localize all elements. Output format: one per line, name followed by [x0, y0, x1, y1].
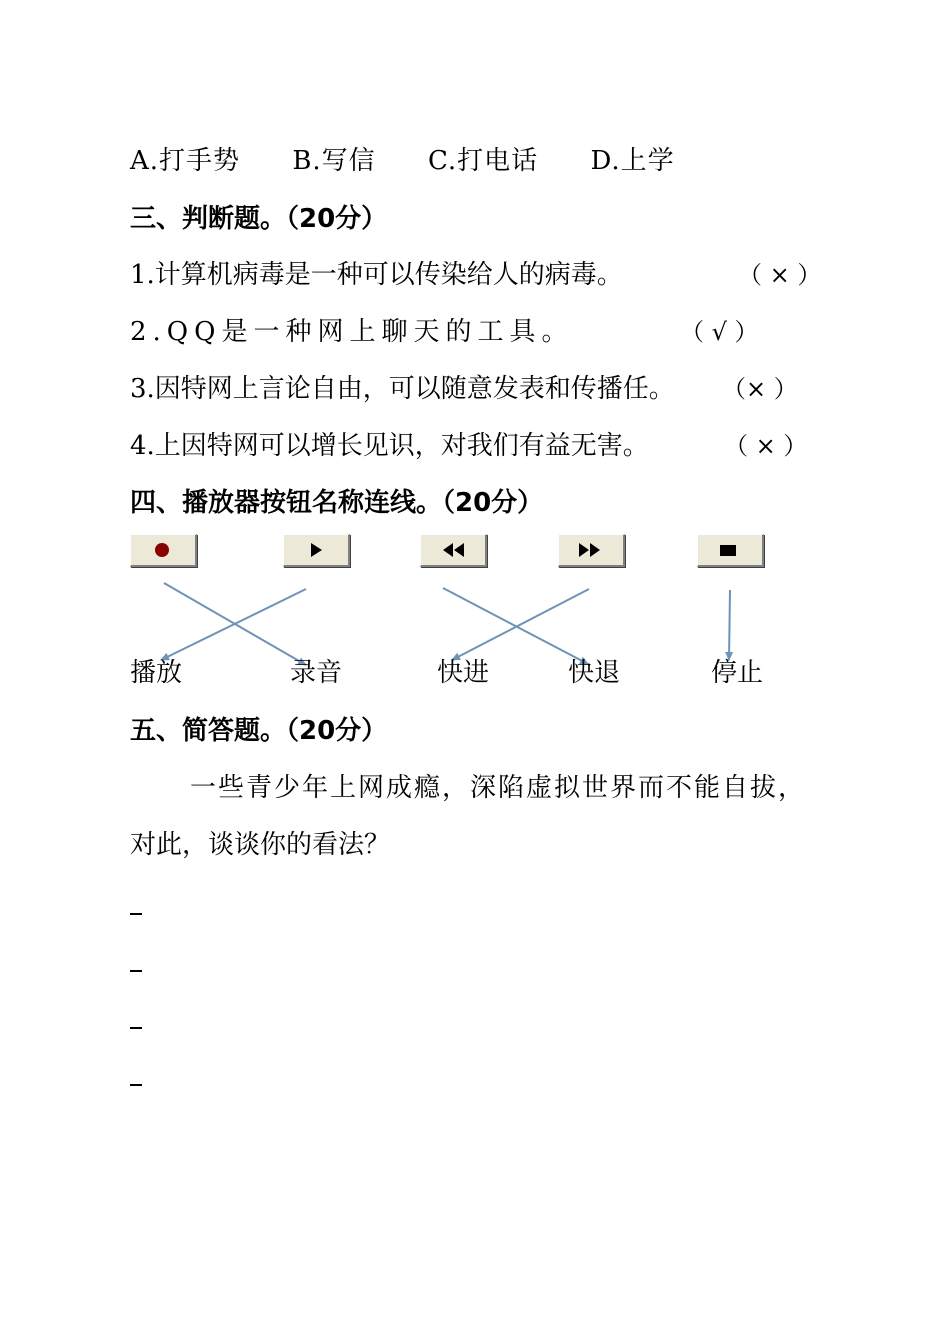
judge-item-3-text: 3.因特网上言论自由，可以随意发表和传播任。 [130, 374, 675, 404]
judge-item-4-text: 4.上因特网可以增长见识，对我们有益无害。 [130, 431, 649, 461]
question-line-2: 对此，谈谈你的看法？ [130, 830, 391, 860]
label-fast-forward: 快进 [437, 658, 490, 688]
answer-blank-2 [130, 970, 142, 972]
judge-item-1-answer: （ × ） [738, 261, 822, 289]
option-a: A.打手势 [130, 146, 241, 176]
option-b: B.写信 [292, 146, 376, 176]
label-stop: 停止 [711, 658, 764, 688]
section4-heading: 四、播放器按钮名称连线。（20分） [130, 488, 544, 518]
section3-heading: 三、判断题。（20分） [130, 204, 388, 234]
judge-item-2-text: 2.QQ是一种网上聊天的工具。 [130, 317, 574, 347]
judge-item-4-answer: （ × ） [724, 432, 808, 460]
label-play: 播放 [130, 658, 183, 688]
section5-heading: 五、简答题。（20分） [130, 716, 388, 746]
question-line-1: 一些青少年上网成瘾，深陷虚拟世界而不能自拔， [190, 773, 807, 803]
judge-item-2-answer: （ √ ） [680, 318, 759, 346]
option-c: C.打电话 [427, 146, 539, 176]
answer-blank-1 [130, 913, 142, 915]
judge-item-1-text: 1.计算机病毒是一种可以传染给人的病毒。 [130, 260, 623, 290]
arrow-play-to-bofang [161, 589, 306, 660]
answer-blank-4 [130, 1084, 142, 1086]
label-rewind: 快退 [568, 658, 621, 688]
arrow-ff-to-kuaijin [452, 589, 589, 660]
judge-item-3-answer: （× ） [722, 375, 798, 403]
label-record: 录音 [290, 658, 343, 688]
option-d: D.上学 [590, 146, 675, 176]
arrow-stop-to-tingzhi [729, 590, 730, 660]
answer-blank-3 [130, 1027, 142, 1029]
